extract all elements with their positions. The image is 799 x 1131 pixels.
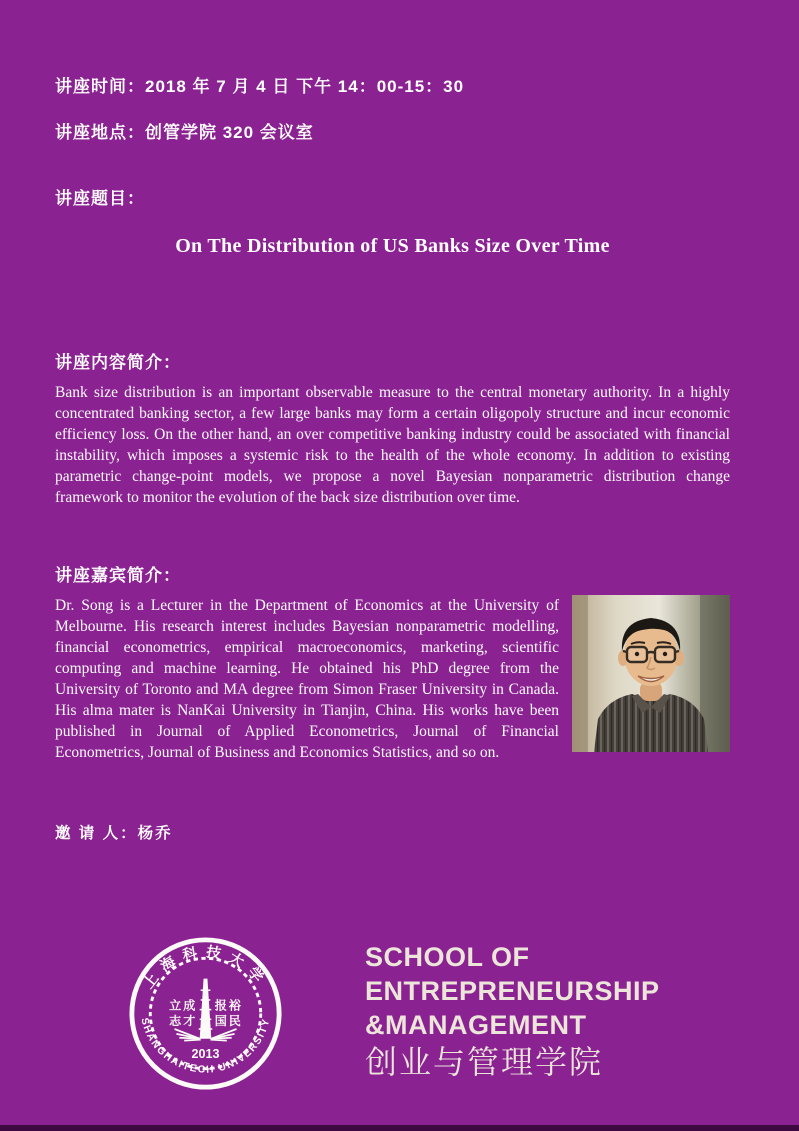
university-logo (128, 936, 283, 1091)
logo-motto-right-top: 报裕 (214, 998, 243, 1013)
school-name-line-1: SCHOOL OF (365, 942, 530, 972)
lecture-title: On The Distribution of US Banks Size Over Time (175, 235, 610, 257)
logo-motto-right-bottom: 国民 (214, 1014, 243, 1029)
lecture-location-line: 讲座地点：创管学院 320 会议室 (55, 123, 314, 142)
abstract-paragraph: Bank size distribution is an important observable measure to the central monetary authority. In a highly concentrated banking sector, a few large banks may form a certain oligopoly structure and incur economic efficiency loss. On the other hand, an over competitive banking industry could be associated with financial instability, which imposes a systemic risk to the health of the whole economy. In addition to existing parametric change-point models, we propose a novel Bayesian nonparametric distribution change framework to monitor the evolution of the back size distribution over time. (55, 384, 730, 506)
logo-motto-left-top: 立成 (169, 998, 198, 1013)
host-line: 邀 请 人：杨乔 (55, 825, 173, 842)
speaker-portrait-illustration (572, 595, 730, 752)
school-name-block (365, 940, 660, 1082)
logo-motto-left-bottom: 志才 (169, 1014, 198, 1029)
school-name-cn: 创业与管理学院 (365, 1044, 604, 1080)
bottom-border-strip (0, 1125, 799, 1131)
speaker-heading: 讲座嘉宾简介： (55, 566, 181, 585)
lecture-topic-heading: 讲座题目： (55, 189, 145, 208)
logo-university-en: SHANGHAITECH UNIVERSITY (138, 1016, 273, 1076)
logo-year: 2013 (191, 1047, 220, 1062)
speaker-row (55, 595, 730, 763)
school-name-line-2: ENTREPRENEURSHIP (365, 976, 660, 1006)
shanghaitech-seal (128, 936, 283, 1091)
lecture-time-line: 讲座时间：2018 年 7 月 4 日 下午 14：00-15：30 (55, 77, 465, 96)
school-name-line-3: &MANAGEMENT (365, 1010, 587, 1040)
abstract-heading: 讲座内容简介： (55, 353, 181, 372)
speaker-bio: Dr. Song is a Lecturer in the Department of Economics at the University of Melbourne. His research interest includes Bayesian nonparametric modelling, financial econometrics, empirical macroeconomics, marketing, scientific computing and machine learning. He obtained his PhD degree from the University of Toronto and MA degree from Simon Fraser University in Canada. His alma mater is NanKai University in Tianjin, China. His works have been published in Journal of Applied Econometrics, Journal of Financial Econometrics, Journal of Business and Economics Statistics, and so on. (55, 597, 559, 761)
speaker-photo (572, 595, 730, 752)
footer (0, 930, 799, 1095)
poster-content (55, 0, 730, 843)
logo-university-cn: 上海科技大学 (140, 944, 271, 992)
